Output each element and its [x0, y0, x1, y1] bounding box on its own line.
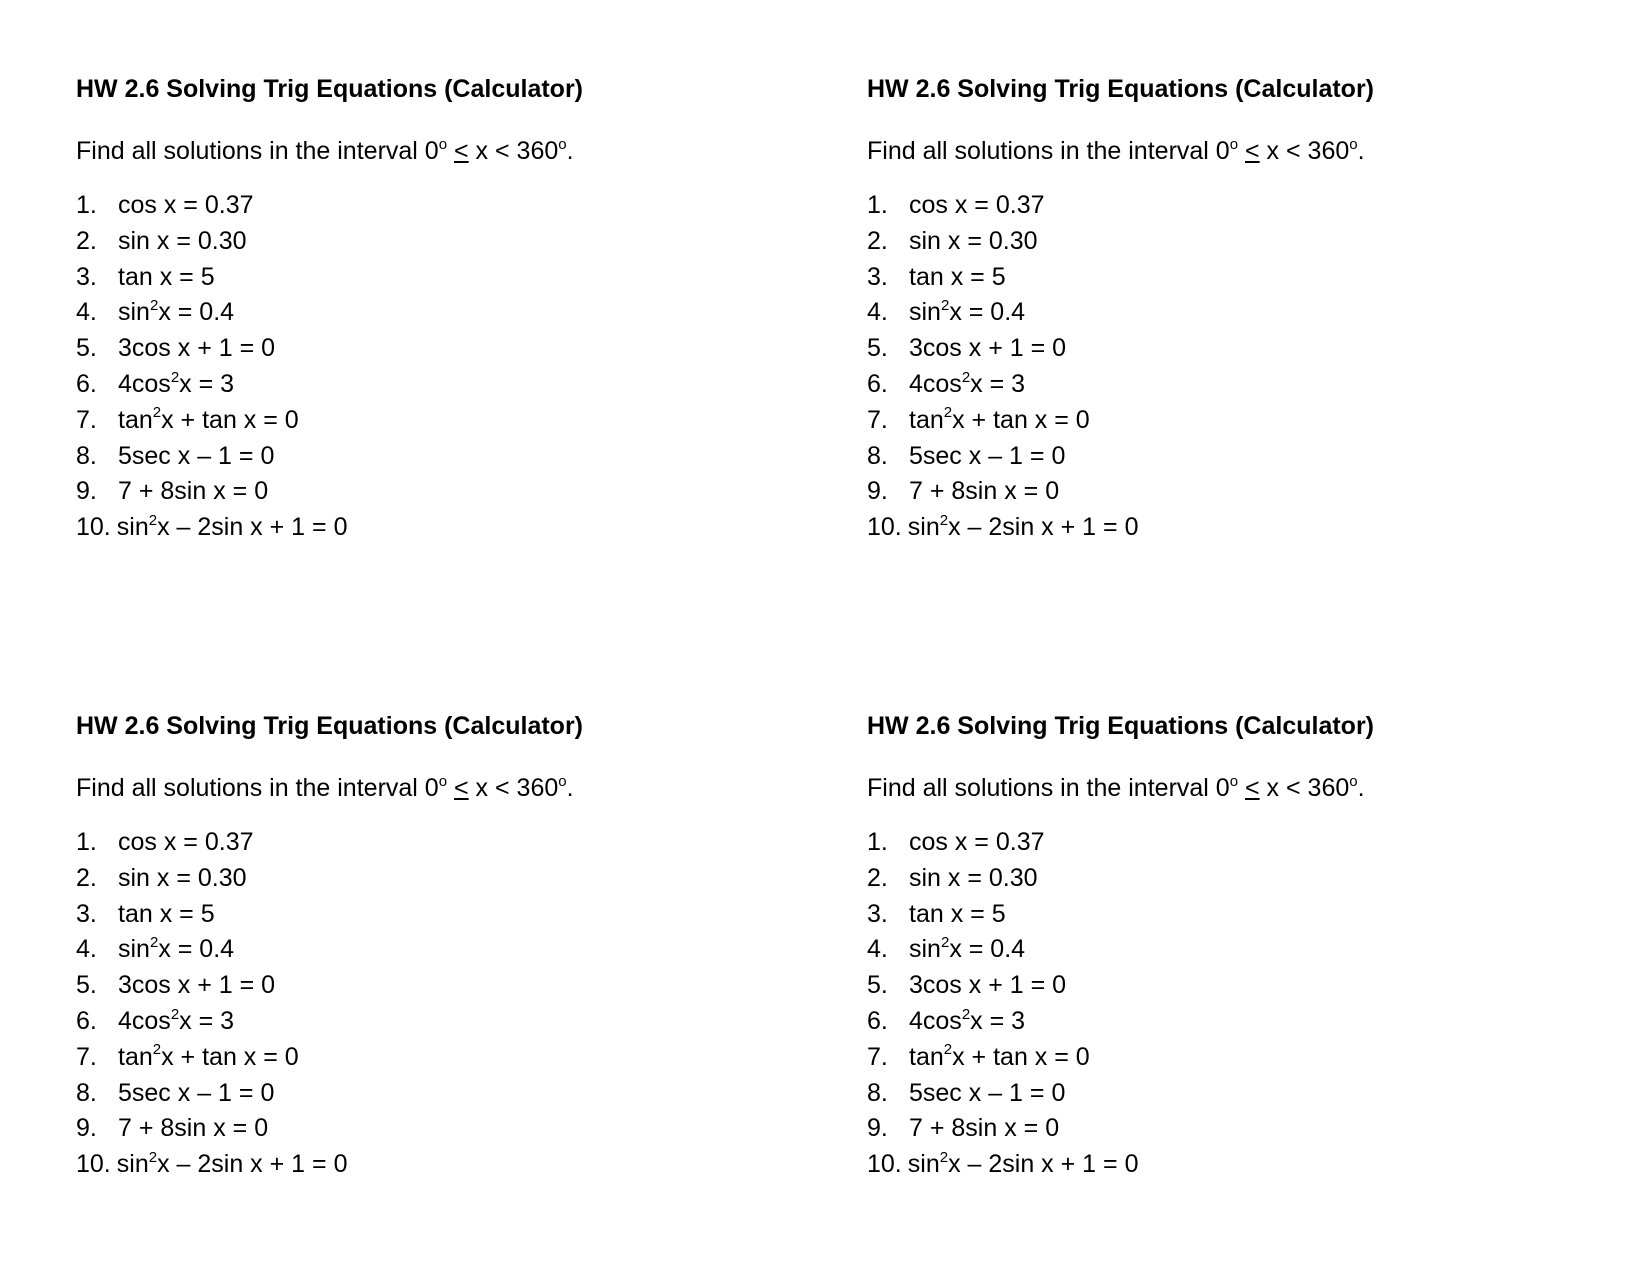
- equation-part: tan x = 5: [909, 899, 1006, 928]
- problem-item: [76, 405, 816, 441]
- problem-item: [76, 297, 816, 333]
- problem-equation: [909, 226, 1038, 262]
- problem-number: 3.: [76, 899, 97, 928]
- problem-number: 6.: [76, 1006, 97, 1035]
- problem-number: 5.: [867, 334, 888, 363]
- equation-part: x = 3: [179, 1006, 235, 1035]
- problem-number: 8.: [76, 1078, 97, 1107]
- equation-part: 7 + 8sin x = 0: [909, 1114, 1060, 1143]
- problem-item: [867, 934, 1607, 970]
- instructions-middle: x < 360: [1259, 774, 1350, 802]
- problem-equation: [118, 226, 247, 262]
- problem-equation: [118, 1006, 234, 1042]
- instructions-space: [447, 137, 454, 165]
- problem-number: 7.: [76, 1042, 97, 1071]
- instructions: [867, 773, 1607, 803]
- problem-item: [76, 863, 816, 899]
- problem-list: [76, 190, 816, 548]
- instructions-end: .: [1357, 774, 1365, 802]
- less-or-equal-sign: <: [1245, 774, 1260, 802]
- equation-part: sin x = 0.30: [909, 226, 1038, 255]
- equation-part: tan x = 5: [118, 899, 215, 928]
- equation-part: 4cos: [909, 369, 962, 398]
- problem-item: [867, 970, 1607, 1006]
- equation-part: cos x = 0.37: [909, 191, 1045, 219]
- instructions-end: .: [1357, 137, 1365, 165]
- equation-part: x = 0.4: [158, 298, 235, 327]
- problem-number: 9.: [76, 1114, 97, 1143]
- problem-number: 7.: [867, 405, 888, 434]
- problem-number: 6.: [867, 1006, 888, 1035]
- degree-mark: o: [438, 772, 448, 790]
- problem-equation: [118, 369, 234, 405]
- problem-item: [867, 1078, 1607, 1114]
- problem-item: [867, 190, 1607, 226]
- instructions-middle: x < 360: [468, 774, 559, 802]
- equation-part: 5sec x – 1 = 0: [118, 1078, 275, 1107]
- equation-part: x – 2sin x + 1 = 0: [948, 1150, 1139, 1179]
- problem-item: [867, 899, 1607, 935]
- instructions: [76, 773, 816, 803]
- problem-equation: [908, 1149, 1139, 1185]
- exponent: 2: [939, 511, 949, 529]
- problem-item: [76, 190, 816, 226]
- exponent: 2: [940, 297, 950, 315]
- problem-item: [867, 827, 1607, 863]
- equation-part: cos x = 0.37: [118, 828, 254, 856]
- problem-item: [867, 512, 1607, 548]
- exponent: 2: [170, 1005, 180, 1023]
- problem-number: 5.: [76, 334, 97, 363]
- problem-number: 1.: [76, 828, 97, 856]
- problem-number: 4.: [867, 935, 888, 964]
- less-or-equal-sign: <: [454, 774, 469, 802]
- problem-equation: [909, 1042, 1090, 1078]
- worksheet-title: HW 2.6 Solving Trig Equations (Calculator): [76, 712, 583, 740]
- problem-item: [867, 369, 1607, 405]
- problem-equation: [117, 512, 348, 548]
- equation-part: tan x = 5: [909, 262, 1006, 291]
- instructions-prefix: Find all solutions in the interval 0: [867, 137, 1230, 165]
- equation-part: sin: [118, 935, 150, 964]
- problem-item: [76, 1006, 816, 1042]
- degree-mark: o: [1349, 135, 1358, 153]
- problem-item: [76, 476, 816, 512]
- degree-mark: o: [558, 772, 567, 790]
- equation-part: 4cos: [909, 1006, 962, 1035]
- problem-equation: [909, 262, 1006, 298]
- problem-equation: [909, 369, 1025, 405]
- problem-number: 4.: [76, 935, 97, 964]
- degree-mark: o: [1229, 772, 1239, 790]
- problem-item: [76, 441, 816, 477]
- equation-part: sin: [907, 1150, 940, 1179]
- problem-item: [76, 226, 816, 262]
- problem-number: 6.: [76, 369, 97, 398]
- problem-number: 1.: [867, 191, 888, 219]
- problem-number: 10.: [76, 513, 111, 542]
- problem-equation: [909, 476, 1059, 512]
- problem-item: [867, 262, 1607, 298]
- problem-item: [867, 476, 1607, 512]
- problem-equation: [118, 970, 275, 1006]
- equation-part: sin: [118, 298, 150, 327]
- exponent: 2: [940, 934, 950, 952]
- exponent: 2: [148, 511, 158, 529]
- equation-part: tan: [118, 1042, 153, 1071]
- problem-number: 4.: [76, 298, 97, 327]
- problem-number: 8.: [867, 441, 888, 470]
- problem-equation: [909, 190, 1045, 226]
- equation-part: x – 2sin x + 1 = 0: [157, 513, 348, 542]
- equation-part: x – 2sin x + 1 = 0: [157, 1150, 348, 1179]
- problem-number: 2.: [867, 863, 888, 892]
- problem-item: [76, 1113, 816, 1149]
- exponent: 2: [939, 1148, 949, 1166]
- equation-part: tan: [909, 405, 944, 434]
- equation-part: x + tan x = 0: [952, 405, 1090, 434]
- problem-item: [76, 970, 816, 1006]
- equation-part: x = 0.4: [949, 935, 1026, 964]
- problem-equation: [118, 190, 254, 226]
- exponent: 2: [149, 934, 159, 952]
- problem-equation: [117, 1149, 348, 1185]
- problem-equation: [118, 1113, 268, 1149]
- problem-equation: [118, 262, 215, 298]
- problem-number: 5.: [867, 971, 888, 1000]
- equation-part: x = 3: [970, 369, 1026, 398]
- exponent: 2: [170, 368, 180, 386]
- problem-item: [867, 1006, 1607, 1042]
- problem-equation: [909, 297, 1025, 333]
- problem-equation: [909, 405, 1090, 441]
- worksheet-bottom-right: [867, 711, 1607, 1185]
- problem-list: [867, 190, 1607, 548]
- equation-part: x = 0.4: [949, 298, 1026, 327]
- problem-equation: [909, 934, 1025, 970]
- problem-item: [867, 1149, 1607, 1185]
- equation-part: 5sec x – 1 = 0: [909, 441, 1066, 470]
- exponent: 2: [961, 368, 971, 386]
- equation-part: x – 2sin x + 1 = 0: [948, 513, 1139, 542]
- problem-item: [76, 1078, 816, 1114]
- equation-part: cos x = 0.37: [909, 828, 1045, 856]
- worksheet-title: HW 2.6 Solving Trig Equations (Calculator): [76, 75, 583, 103]
- equation-part: x = 0.4: [158, 935, 235, 964]
- problem-equation: [118, 1042, 299, 1078]
- instructions-middle: x < 360: [1259, 137, 1350, 165]
- equation-part: 5sec x – 1 = 0: [118, 441, 275, 470]
- worksheet-title: HW 2.6 Solving Trig Equations (Calculator): [867, 712, 1374, 740]
- problem-list: [867, 827, 1607, 1185]
- equation-part: 7 + 8sin x = 0: [118, 1114, 269, 1143]
- problem-number: 2.: [76, 226, 97, 255]
- equation-part: sin: [907, 513, 940, 542]
- problem-equation: [909, 899, 1006, 935]
- problem-item: [76, 369, 816, 405]
- exponent: 2: [148, 1148, 158, 1166]
- equation-part: 3cos x + 1 = 0: [909, 971, 1067, 1000]
- exponent: 2: [943, 404, 953, 422]
- problem-equation: [909, 1113, 1059, 1149]
- problem-number: 1.: [76, 191, 97, 219]
- exponent: 2: [152, 1041, 162, 1059]
- problem-item: [76, 1149, 816, 1185]
- instructions-end: .: [566, 774, 574, 802]
- problem-equation: [908, 512, 1139, 548]
- problem-item: [867, 1042, 1607, 1078]
- equation-part: sin: [116, 513, 149, 542]
- problem-number: 9.: [76, 477, 97, 506]
- problem-item: [76, 262, 816, 298]
- problem-number: 5.: [76, 971, 97, 1000]
- exponent: 2: [943, 1041, 953, 1059]
- equation-part: sin: [909, 935, 941, 964]
- equation-part: sin x = 0.30: [909, 863, 1038, 892]
- instructions-prefix: Find all solutions in the interval 0: [76, 137, 439, 165]
- problem-equation: [909, 863, 1038, 899]
- equation-part: sin: [116, 1150, 149, 1179]
- problem-number: 10.: [867, 513, 902, 542]
- worksheet-top-left: [76, 74, 816, 548]
- problem-item: [867, 226, 1607, 262]
- problem-equation: [118, 827, 254, 863]
- equation-part: cos x = 0.37: [118, 191, 254, 219]
- problem-number: 10.: [867, 1150, 902, 1179]
- degree-mark: o: [558, 135, 567, 153]
- problem-equation: [909, 1078, 1065, 1114]
- equation-part: x = 3: [179, 369, 235, 398]
- problem-item: [867, 405, 1607, 441]
- problem-number: 3.: [867, 899, 888, 928]
- problem-list: [76, 827, 816, 1185]
- worksheet-bottom-left: [76, 711, 816, 1185]
- instructions: [76, 136, 816, 166]
- instructions-middle: x < 360: [468, 137, 559, 165]
- problem-equation: [118, 899, 215, 935]
- instructions-space: [447, 774, 454, 802]
- equation-part: 3cos x + 1 = 0: [118, 334, 276, 363]
- instructions: [867, 136, 1607, 166]
- equation-part: 7 + 8sin x = 0: [118, 477, 269, 506]
- equation-part: x + tan x = 0: [952, 1042, 1090, 1071]
- exponent: 2: [149, 297, 159, 315]
- degree-mark: o: [1229, 135, 1239, 153]
- instructions-space: [1238, 137, 1245, 165]
- problem-number: 3.: [867, 262, 888, 291]
- instructions-prefix: Find all solutions in the interval 0: [867, 774, 1230, 802]
- equation-part: sin x = 0.30: [118, 226, 247, 255]
- exponent: 2: [961, 1005, 971, 1023]
- problem-number: 1.: [867, 828, 888, 856]
- problem-equation: [909, 970, 1066, 1006]
- instructions-prefix: Find all solutions in the interval 0: [76, 774, 439, 802]
- equation-part: 5sec x – 1 = 0: [909, 1078, 1066, 1107]
- problem-item: [76, 512, 816, 548]
- problem-item: [867, 1113, 1607, 1149]
- problem-item: [76, 934, 816, 970]
- equation-part: 4cos: [118, 1006, 171, 1035]
- problem-equation: [118, 405, 299, 441]
- problem-item: [76, 827, 816, 863]
- equation-part: tan x = 5: [118, 262, 215, 291]
- problem-number: 7.: [867, 1042, 888, 1071]
- problem-equation: [118, 333, 275, 369]
- problem-number: 9.: [867, 1114, 888, 1143]
- problem-item: [76, 899, 816, 935]
- equation-part: 3cos x + 1 = 0: [118, 971, 276, 1000]
- exponent: 2: [152, 404, 162, 422]
- equation-part: 3cos x + 1 = 0: [909, 334, 1067, 363]
- problem-item: [76, 333, 816, 369]
- problem-number: 9.: [867, 477, 888, 506]
- equation-part: x + tan x = 0: [161, 1042, 299, 1071]
- equation-part: x + tan x = 0: [161, 405, 299, 434]
- problem-number: 8.: [76, 441, 97, 470]
- problem-equation: [909, 1006, 1025, 1042]
- less-or-equal-sign: <: [1245, 137, 1260, 165]
- equation-part: tan: [118, 405, 153, 434]
- instructions-space: [1238, 774, 1245, 802]
- problem-equation: [909, 441, 1065, 477]
- problem-number: 7.: [76, 405, 97, 434]
- problem-number: 6.: [867, 369, 888, 398]
- problem-number: 2.: [867, 226, 888, 255]
- problem-item: [867, 441, 1607, 477]
- problem-number: 10.: [76, 1150, 111, 1179]
- problem-equation: [909, 333, 1066, 369]
- worksheet-top-right: [867, 74, 1607, 548]
- problem-equation: [118, 934, 234, 970]
- problem-equation: [118, 863, 247, 899]
- equation-part: 7 + 8sin x = 0: [909, 477, 1060, 506]
- equation-part: sin x = 0.30: [118, 863, 247, 892]
- problem-equation: [118, 1078, 274, 1114]
- problem-equation: [118, 476, 268, 512]
- problem-number: 2.: [76, 863, 97, 892]
- degree-mark: o: [1349, 772, 1358, 790]
- problem-number: 8.: [867, 1078, 888, 1107]
- problem-item: [867, 333, 1607, 369]
- equation-part: 4cos: [118, 369, 171, 398]
- degree-mark: o: [438, 135, 448, 153]
- worksheet-title: HW 2.6 Solving Trig Equations (Calculator): [867, 75, 1374, 103]
- problem-equation: [909, 827, 1045, 863]
- equation-part: sin: [909, 298, 941, 327]
- problem-number: 3.: [76, 262, 97, 291]
- problem-item: [76, 1042, 816, 1078]
- equation-part: tan: [909, 1042, 944, 1071]
- problem-item: [867, 863, 1607, 899]
- problem-number: 4.: [867, 298, 888, 327]
- problem-equation: [118, 297, 234, 333]
- problem-item: [867, 297, 1607, 333]
- less-or-equal-sign: <: [454, 137, 469, 165]
- equation-part: x = 3: [970, 1006, 1026, 1035]
- instructions-end: .: [566, 137, 574, 165]
- problem-equation: [118, 441, 274, 477]
